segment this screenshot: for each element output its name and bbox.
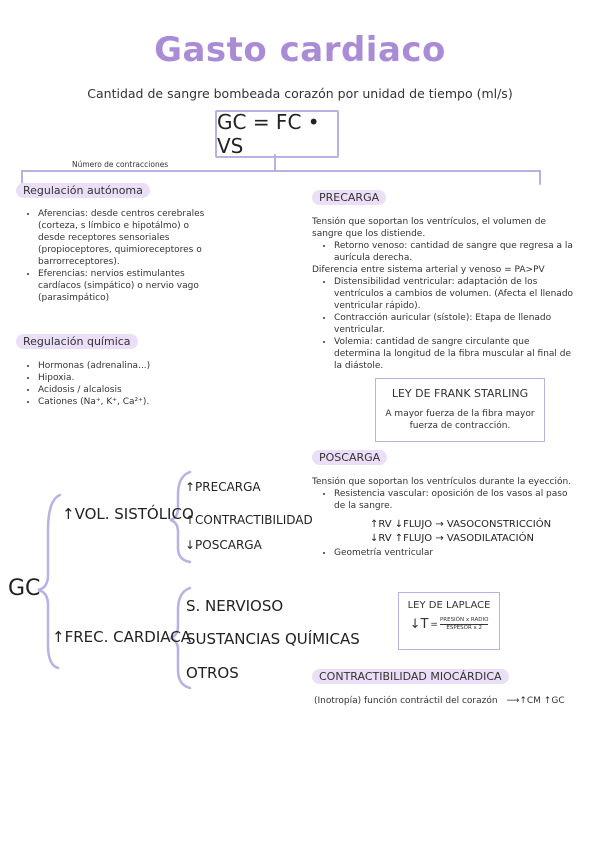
- contractilidad-result: ⟶↑CM ↑GC: [506, 696, 565, 706]
- precarga-section: [312, 216, 574, 372]
- laplace-arrow: ↓T: [409, 617, 429, 632]
- diagram-fc-item: SUSTANCIAS QUÍMICAS: [186, 630, 360, 648]
- laplace-fraction: [440, 617, 488, 632]
- list-item: • Volemia: cantidad de sangre circulante que determina la longitud de la fibra muscular al final de la diástole.: [334, 336, 574, 372]
- list-item: • Hipoxia.: [38, 372, 206, 384]
- page-title: Gasto cardiaco: [154, 30, 446, 70]
- diagram-root: GC: [8, 576, 41, 601]
- tag-regulacion-autonoma: Regulación autónoma: [16, 183, 150, 198]
- diagram-fc-item: S. NERVIOSO: [186, 597, 284, 615]
- frank-starling-text: A mayor fuerza de la fibra mayor fuerza de contracción.: [385, 409, 535, 431]
- list-item: • Hormonas (adrenalina...): [38, 360, 206, 372]
- regulacion-autonoma-list: [16, 208, 206, 304]
- tag-poscarga: POSCARGA: [312, 450, 387, 465]
- poscarga-section: [312, 476, 574, 559]
- list-item: • Retorno venoso: cantidad de sangre que regresa a la aurícula derecha.: [334, 240, 574, 264]
- list-item: • Contracción auricular (sístole): Etapa de llenado ventricular.: [334, 312, 574, 336]
- poscarga-intro: Tensión que soportan los ventrículos durante la eyección.: [312, 477, 572, 487]
- vasodilatacion-line: ↓RV ↑FLUJO → VASODILATACIÓN: [370, 533, 534, 544]
- diagram-fc-item: OTROS: [186, 664, 239, 682]
- list-item: • Cationes (Na⁺, K⁺, Ca²⁺).: [38, 396, 206, 408]
- frank-starling-box: [375, 378, 545, 442]
- precarga-intro: Tensión que soportan los ventrículos, el volumen de sangre que los distiende.: [312, 217, 546, 239]
- tag-contractilidad: CONTRACTIBILIDAD MIOCÁRDICA: [312, 669, 509, 684]
- laplace-box: [398, 592, 500, 650]
- laplace-numerator: PRESIÓN x RADIO: [439, 617, 489, 623]
- precarga-middle: Diferencia entre sistema arterial y venoso = PA>PV: [312, 265, 545, 275]
- diagram-vs-item: ↑CONTRACTIBILIDAD: [185, 513, 313, 527]
- list-item: • Acidosis / alcalosis: [38, 384, 206, 396]
- laplace-equation: [399, 617, 499, 632]
- contractions-note: Número de contracciones: [72, 160, 169, 169]
- diagram-vs-item: ↓POSCARGA: [185, 538, 262, 552]
- contractilidad-text: (Inotropía) función contráctil del corazón: [314, 696, 498, 706]
- frank-starling-title: LEY DE FRANK STARLING: [391, 387, 529, 400]
- diagram-vs-item: ↑PRECARGA: [185, 480, 261, 494]
- contractilidad-line: [314, 695, 584, 707]
- laplace-denominator: ESPESOR x 2: [446, 625, 483, 631]
- tag-regulacion-quimica: Regulación química: [16, 334, 138, 349]
- diagram-fc: ↑FREC. CARDIACA: [52, 628, 191, 646]
- laplace-title: LEY DE LAPLACE: [407, 600, 491, 611]
- diagram-vs: ↑VOL. SISTÓLICO: [62, 505, 194, 523]
- page-subtitle: Cantidad de sangre bombeada corazón por unidad de tiempo (ml/s): [87, 86, 513, 101]
- list-item: • Geometría ventricular: [334, 547, 574, 559]
- regulacion-quimica-list: [16, 360, 206, 408]
- vasoconstriccion-line: ↑RV ↓FLUJO → VASOCONSTRICCIÓN: [370, 519, 552, 530]
- laplace-eq: =: [430, 619, 438, 630]
- list-item: • Distensibilidad ventricular: adaptación de los ventrículos a cambios de volumen. (Afecta el llenado ventricular rápido).: [334, 276, 574, 312]
- formula-text: GC = FC • VS: [217, 110, 320, 158]
- tag-precarga: PRECARGA: [312, 190, 386, 205]
- list-item: • Resistencia vascular: oposición de los vasos al paso de la sangre.: [334, 488, 574, 512]
- list-item: • Eferencias: nervios estimulantes cardíacos (simpático) o nervio vago (parasimpático): [38, 268, 206, 304]
- list-item: • Aferencias: desde centros cerebrales (corteza, s límbico e hipotálmo) o desde receptores sensoriales (propioceptores, quimioreceptores o barrorreceptores).: [38, 208, 206, 268]
